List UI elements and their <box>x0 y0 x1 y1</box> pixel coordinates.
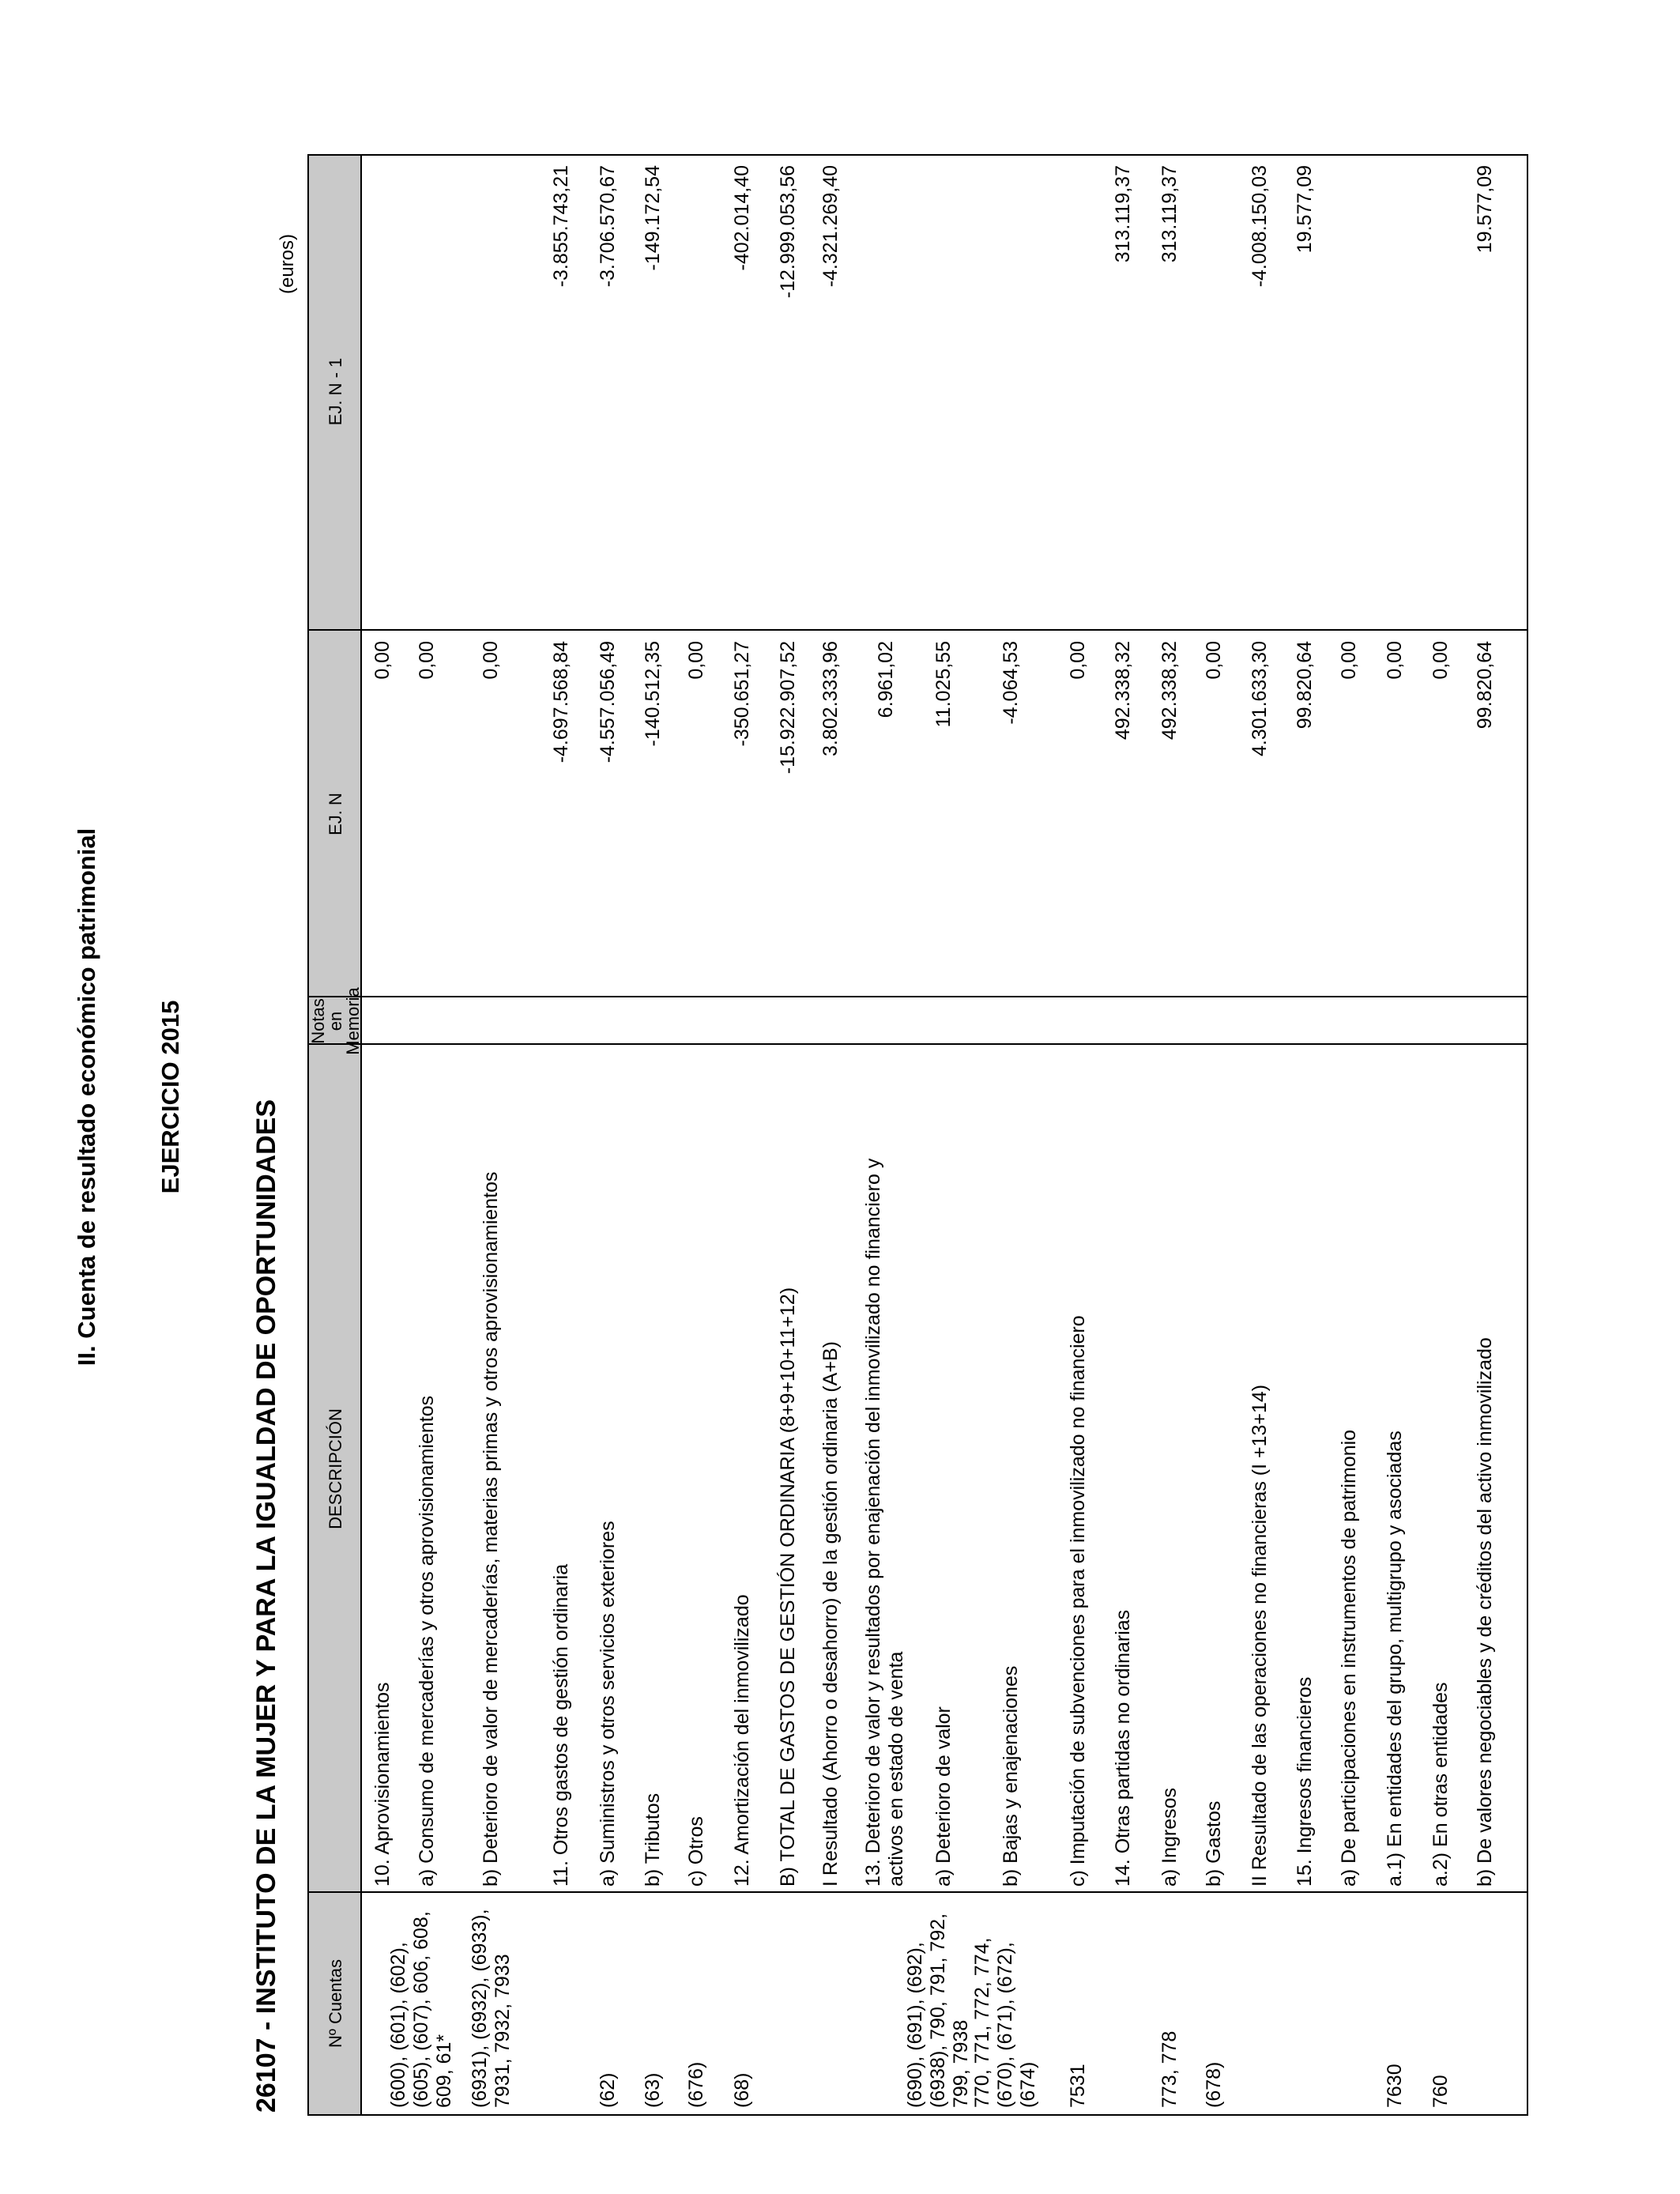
value-ej-n1: 313.119,37 <box>1112 165 1134 263</box>
value-ej-n1: -149.172,54 <box>642 165 664 271</box>
account-code-line: (68) <box>731 2072 753 2108</box>
description-line: a) De participaciones en instrumentos de patrimonio <box>1338 1429 1360 1887</box>
account-codes <box>597 1899 620 2108</box>
results-table <box>307 154 1528 2116</box>
account-code-line: 7531 <box>1067 2064 1089 2108</box>
value-ej-n: 0,00 <box>480 641 502 680</box>
value-ej-n1: 19.577,09 <box>1474 165 1496 254</box>
header-notas-line1: Notas en <box>307 998 345 1044</box>
description-line: 13. Deterioro de valor y resultados por enajenación del inmovilizado no financiero y <box>862 1158 884 1887</box>
description-line: activos en estado de venta <box>885 1651 907 1887</box>
account-code-line: (62) <box>597 2072 619 2108</box>
description <box>550 1049 573 1887</box>
value-ej-n: 0,00 <box>1203 641 1225 680</box>
description <box>1294 1049 1317 1887</box>
description <box>1430 1049 1452 1887</box>
description-line: b) Bajas y enajenaciones <box>1000 1665 1022 1887</box>
entity-name: 26107 - INSTITUTO DE LA MUJER Y PARA LA IGUALDAD DE OPORTUNIDADES <box>251 1099 281 2113</box>
description-line: b) Deterioro de valor de mercaderías, materias primas y otros aprovisionamientos <box>480 1171 502 1887</box>
description <box>777 1049 800 1887</box>
header-ej-n: EJ. N <box>325 793 345 835</box>
value-ej-n: 0,00 <box>1384 641 1406 680</box>
description-line: b) Gastos <box>1203 1800 1225 1887</box>
description <box>862 1049 908 1887</box>
account-code-line: (6931), (6932), (6933), <box>469 1909 491 2108</box>
account-codes <box>1158 1899 1181 2108</box>
description <box>1000 1049 1023 1887</box>
description-line: a) Suministros y otros servicios exteriores <box>597 1521 619 1887</box>
account-code-line: (678) <box>1203 2061 1225 2108</box>
description-line: b) Tributos <box>642 1793 664 1887</box>
account-code-line: 760 <box>1430 2075 1452 2108</box>
description <box>371 1049 394 1887</box>
account-codes <box>904 1899 973 2108</box>
value-ej-n: 0,00 <box>1338 641 1360 680</box>
value-ej-n: 492.338,32 <box>1158 641 1181 741</box>
description <box>1384 1049 1407 1887</box>
account-codes <box>387 1899 456 2108</box>
description <box>416 1049 439 1887</box>
description <box>1203 1049 1226 1887</box>
value-ej-n: 0,00 <box>371 641 394 680</box>
document-title: II. Cuenta de resultado económico patrimonial <box>73 827 100 1367</box>
description <box>731 1049 754 1887</box>
description <box>480 1049 503 1887</box>
description-line: a) Consumo de mercaderías y otros aprovisionamientos <box>416 1395 438 1887</box>
description <box>1112 1049 1135 1887</box>
account-code-line: (674) <box>1017 2061 1039 2108</box>
description <box>1067 1049 1090 1887</box>
account-code-line: 799, 7938 <box>950 2019 972 2108</box>
value-ej-n: -350.651,27 <box>731 641 753 747</box>
value-ej-n1: -4.321.269,40 <box>819 165 842 288</box>
description <box>1158 1049 1181 1887</box>
value-ej-n: 99.820,64 <box>1474 641 1496 729</box>
value-ej-n1: -3.855.743,21 <box>550 165 572 288</box>
value-ej-n1: -3.706.570,67 <box>597 165 619 288</box>
currency-unit: (euros) <box>277 233 298 294</box>
description <box>685 1049 708 1887</box>
account-code-line: (600), (601), (602), <box>387 1942 409 2108</box>
value-ej-n: 4.301.633,30 <box>1249 641 1271 756</box>
account-codes <box>469 1899 514 2108</box>
column-divider <box>309 1891 1527 1893</box>
account-code-line: (676) <box>685 2061 707 2108</box>
description <box>597 1049 620 1887</box>
description <box>1474 1049 1497 1887</box>
value-ej-n: 0,00 <box>1430 641 1452 680</box>
account-code-line: 770, 771, 772, 774, <box>971 1937 993 2108</box>
description-line: b) De valores negociables y de créditos del activo inmovilizado <box>1474 1337 1496 1887</box>
account-codes <box>971 1899 1040 2108</box>
value-ej-n: 492.338,32 <box>1112 641 1134 741</box>
description-line: a.2) En otras entidades <box>1430 1682 1452 1887</box>
value-ej-n: -4.557.056,49 <box>597 641 619 763</box>
description <box>932 1049 955 1887</box>
value-ej-n: -15.922.907,52 <box>777 641 799 775</box>
account-code-line: 609, 61* <box>433 2034 455 2108</box>
description-line: 12. Amortización del inmovilizado <box>731 1594 753 1887</box>
value-ej-n: 0,00 <box>416 641 438 680</box>
value-ej-n1: -402.014,40 <box>731 165 753 271</box>
account-codes <box>1067 1899 1090 2108</box>
account-codes <box>685 1899 708 2108</box>
value-ej-n1: 313.119,37 <box>1158 165 1181 263</box>
description <box>1249 1049 1271 1887</box>
account-code-line: 7931, 7932, 7933 <box>492 1954 514 2108</box>
column-divider <box>309 996 1527 997</box>
value-ej-n: 0,00 <box>685 641 707 680</box>
value-ej-n: -4.697.568,84 <box>550 641 572 763</box>
column-divider <box>309 629 1527 631</box>
description <box>819 1049 842 1887</box>
description-line: I Resultado (Ahorro o desahorro) de la gestión ordinaria (A+B) <box>819 1341 842 1887</box>
description-line: a) Ingresos <box>1158 1787 1181 1887</box>
description-line: B) TOTAL DE GASTOS DE GESTIÓN ORDINARIA (8+9+10+11+12) <box>777 1287 799 1887</box>
account-code-line: (605), (607), 606, 608, <box>410 1911 432 2108</box>
description-line: c) Otros <box>685 1816 707 1887</box>
value-ej-n: 6.961,02 <box>875 641 897 718</box>
value-ej-n: 0,00 <box>1067 641 1089 680</box>
account-codes <box>1384 1899 1407 2108</box>
description-line: 15. Ingresos financieros <box>1294 1676 1316 1887</box>
account-codes <box>1430 1899 1452 2108</box>
value-ej-n: -140.512,35 <box>642 641 664 747</box>
description-line: a.1) En entidades del grupo, multigrupo y asociadas <box>1384 1431 1406 1887</box>
description-line: 10. Aprovisionamientos <box>371 1682 394 1887</box>
description-line: II Resultado de las operaciones no financieras (I +13+14) <box>1249 1384 1271 1887</box>
account-code-line: (63) <box>642 2072 664 2108</box>
value-ej-n: -4.064,53 <box>1000 641 1022 725</box>
value-ej-n: 3.802.333,96 <box>819 641 842 756</box>
value-ej-n: 99.820,64 <box>1294 641 1316 729</box>
value-ej-n1: -12.999.053,56 <box>777 165 799 299</box>
account-codes <box>1203 1899 1226 2108</box>
description <box>1338 1049 1361 1887</box>
description <box>642 1049 665 1887</box>
account-codes <box>642 1899 665 2108</box>
header-ej-n1: EJ. N - 1 <box>325 357 345 426</box>
account-code-line: (6938), 790, 791, 792, <box>927 1913 949 2108</box>
account-codes <box>731 1899 754 2108</box>
account-code-line: (690), (691), (692), <box>904 1942 926 2108</box>
value-ej-n: 11.025,55 <box>932 641 955 728</box>
header-descripcion: DESCRIPCIÓN <box>325 1408 345 1529</box>
description-line: 11. Otros gastos de gestión ordinaria <box>550 1563 572 1887</box>
value-ej-n1: -4.008.150,03 <box>1249 165 1271 288</box>
column-divider <box>309 1043 1527 1045</box>
header-notas-line2: Memoria <box>342 987 363 1055</box>
value-ej-n1: 19.577,09 <box>1294 165 1316 254</box>
description-line: 14. Otras partidas no ordinarias <box>1112 1609 1134 1887</box>
account-code-line: (670), (671), (672), <box>994 1942 1016 2108</box>
description-line: c) Imputación de subvenciones para el inmovilizado no financiero <box>1067 1315 1089 1887</box>
description-line: a) Deterioro de valor <box>932 1706 955 1887</box>
header-notas <box>307 987 363 1055</box>
account-code-line: 773, 778 <box>1158 2030 1181 2108</box>
account-code-line: 7630 <box>1384 2064 1406 2108</box>
header-cuentas: Nº Cuentas <box>325 1959 345 2048</box>
exercise-year: EJERCICIO 2015 <box>156 1000 184 1194</box>
